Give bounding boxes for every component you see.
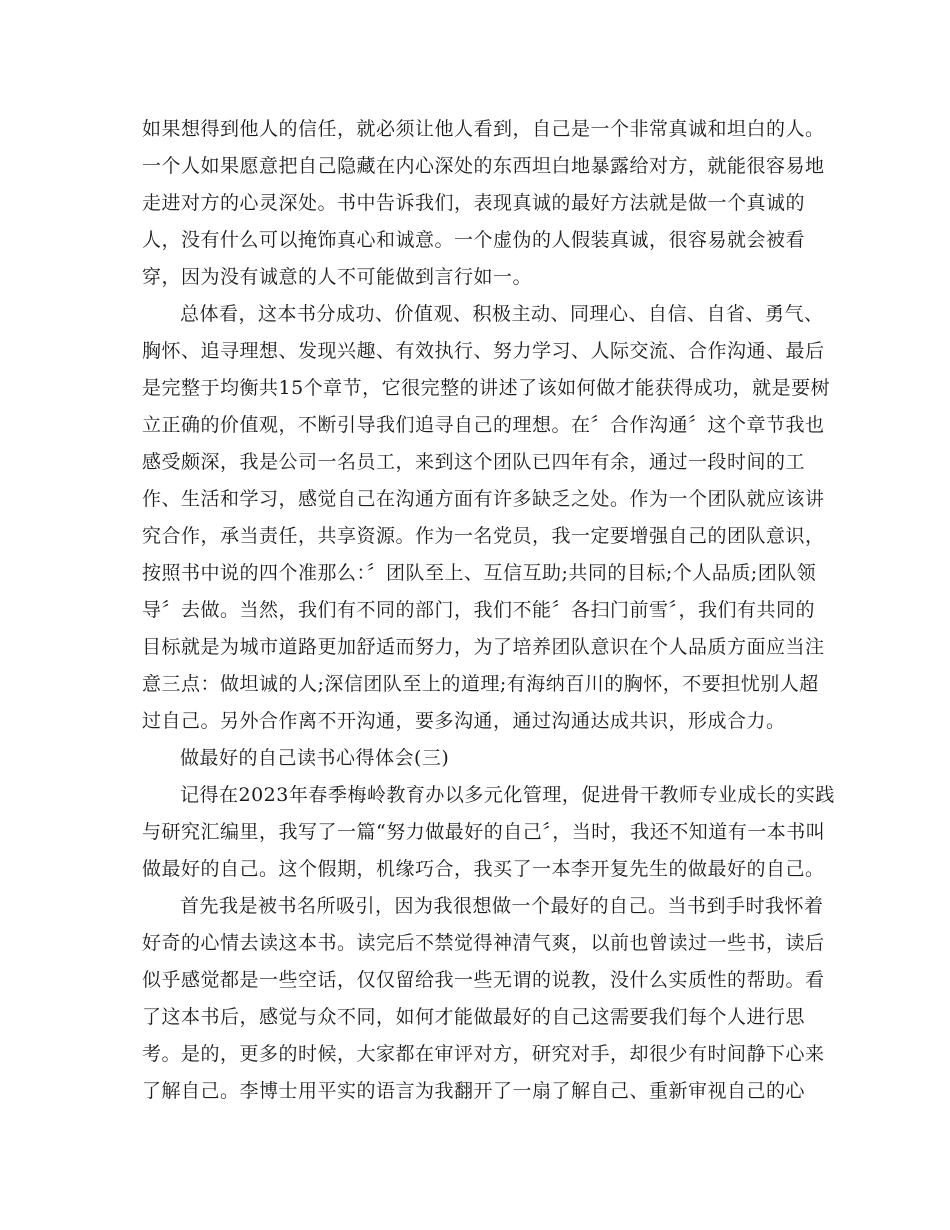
- text-line: 与研究汇编里，我写了一篇“努力做最好的自己〞，当时，我还不知道有一本书叫: [142, 821, 826, 843]
- text-line: 一个人如果愿意把自己隐藏在内心深处的东西坦白地暴露给对方，就能很容易地: [142, 155, 825, 177]
- text-line: 穿，因为没有诚意的人不可能做到言行如一。: [142, 266, 533, 288]
- text-line: 记得在2023年春季梅岭教育办以多元化管理，促进骨干教师专业成长的实践: [180, 784, 835, 806]
- text-line: 是完整于均衡共15个章节，它很完整的讲述了该如何做才能获得成功，就是要树: [142, 377, 831, 399]
- text-line: 按照书中说的四个准那么：〞团队至上、互信互助;共同的目标;个人品质;团队领: [142, 562, 817, 584]
- text-line: 感受颇深，我是公司一名员工，来到这个团队已四年有余，通过一段时间的工: [142, 451, 806, 473]
- text-line: 首先我是被书名所吸引，因为我很想做一个最好的自己。当书到手时我怀着: [180, 895, 824, 917]
- text-line: 似乎感觉都是一些空话，仅仅留给我一些无谓的说教，没什么实质性的帮助。看: [142, 969, 825, 991]
- text-line: 好奇的心情去读这本书。读完后不禁觉得神清气爽，以前也曾读过一些书，读后: [142, 932, 825, 954]
- text-line: 胸怀、追寻理想、发现兴趣、有效执行、努力学习、人际交流、合作沟通、最后: [142, 340, 825, 362]
- text-line: 走进对方的心灵深处。书中告诉我们，表现真诚的最好方法就是做一个真诚的: [142, 192, 806, 214]
- text-line: 意三点：做坦诚的人;深信团队至上的道理;有海纳百川的胸怀，不要担忧别人超: [142, 673, 819, 695]
- text-line: 了解自己。李博士用平实的语言为我翻开了一扇了解自己、重新审视自己的心: [142, 1080, 806, 1102]
- text-line: 如果想得到他人的信任，就必须让他人看到，自己是一个非常真诚和坦白的人。: [142, 118, 825, 140]
- text-line: 目标就是为城市道路更加舒适而努力，为了培养团队意识在个人品质方面应当注: [142, 636, 825, 658]
- text-line: 考。是的，更多的时候，大家都在审评对方，研究对手，却很少有时间静下心来: [142, 1043, 825, 1065]
- text-line: 做最好的自己。这个假期，机缘巧合，我买了一本李开复先生的做最好的自己。: [142, 858, 825, 880]
- text-line: 立正确的价值观，不断引导我们追寻自己的理想。在〞合作沟通〞这个章节我也: [142, 414, 825, 436]
- text-line: 作、生活和学习，感觉自己在沟通方面有许多缺乏之处。作为一个团队就应该讲: [142, 488, 825, 510]
- text-line: 究合作，承当责任，共享资源。作为一名党员，我一定要增强自己的团队意识，: [142, 525, 825, 547]
- text-line: 导〞去做。当然，我们有不同的部门，我们不能〞各扫门前雪〞，我们有共同的: [142, 599, 816, 621]
- section-heading: 做最好的自己读书心得体会(三): [180, 747, 450, 769]
- text-line: 总体看，这本书分成功、价值观、积极主动、同理心、自信、自省、勇气、: [180, 303, 824, 325]
- text-line: 过自己。另外合作离不开沟通，要多沟通，通过沟通达成共识，形成合力。: [142, 710, 786, 732]
- text-line: 人，没有什么可以掩饰真心和诚意。一个虚伪的人假装真诚，很容易就会被看: [142, 229, 806, 251]
- text-line: 了这本书后，感觉与众不同，如何才能做最好的自己这需要我们每个人进行思: [142, 1006, 806, 1028]
